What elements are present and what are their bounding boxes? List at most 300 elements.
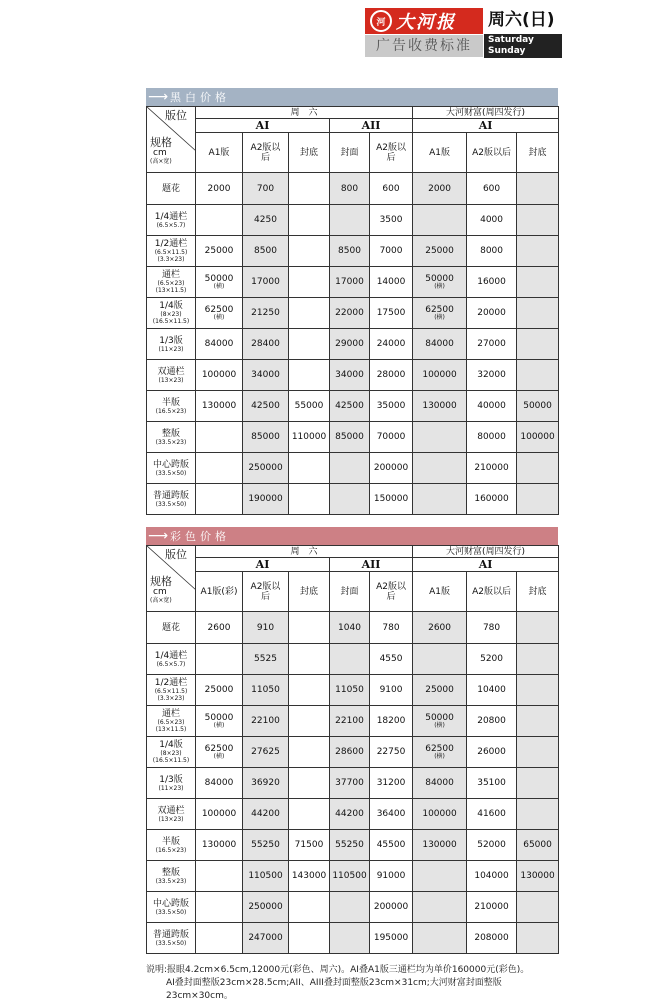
price-value: 29000	[335, 339, 364, 349]
price-value: 20800	[477, 716, 506, 726]
price-cell	[243, 768, 289, 799]
price-cell	[413, 612, 467, 644]
bw-price-section	[146, 88, 558, 515]
price-value: 41600	[477, 809, 506, 819]
row-label	[147, 830, 196, 861]
orientation-note: (横)	[213, 722, 225, 729]
price-value: 34000	[251, 370, 280, 380]
row-label	[147, 612, 196, 644]
price-cell	[289, 205, 330, 236]
price-cell	[289, 267, 330, 298]
price-cell	[467, 391, 517, 422]
price-value: 36400	[376, 809, 406, 819]
price-cell	[413, 706, 467, 737]
price-cell	[289, 861, 330, 892]
price-cell	[196, 706, 243, 737]
table-row	[147, 768, 559, 799]
price-value: 250000	[248, 463, 283, 473]
table-row	[147, 360, 559, 391]
row-label	[147, 799, 196, 830]
price-cell	[517, 799, 559, 830]
price-cell	[413, 360, 467, 391]
price-value: 2000	[207, 183, 231, 194]
price-cell	[243, 236, 289, 267]
price-value: 50000	[425, 713, 454, 723]
price-value: 250000	[248, 902, 283, 912]
day-label: 周六(日)	[484, 8, 566, 34]
column-header: 封底	[289, 133, 330, 173]
row-label	[147, 892, 196, 923]
price-cell	[517, 298, 559, 329]
row-label	[147, 205, 196, 236]
price-value: 27625	[251, 747, 280, 757]
price-cell	[517, 923, 559, 954]
price-cell	[370, 644, 413, 675]
price-value: 143000	[291, 871, 327, 881]
hw-label: (高×宽)	[150, 158, 172, 165]
price-cell	[467, 484, 517, 515]
row-name: 中心跨版	[152, 898, 189, 909]
price-value: 17000	[251, 277, 280, 287]
group-a1: AI	[196, 119, 330, 133]
price-cell	[467, 453, 517, 484]
price-cell	[243, 484, 289, 515]
price-cell	[243, 360, 289, 391]
arrow-icon: ⟶	[148, 528, 169, 544]
price-value: 5200	[480, 654, 503, 664]
column-header: 封底	[289, 572, 330, 612]
price-value: 20000	[477, 308, 506, 318]
column-header: A2版以后	[243, 572, 289, 612]
row-spec: (11×23)	[158, 784, 184, 792]
price-cell	[330, 612, 370, 644]
version-label: 版位	[165, 109, 187, 122]
column-header: A2版以后	[467, 133, 517, 173]
price-cell	[467, 737, 517, 768]
price-value: 55250	[335, 840, 364, 850]
price-cell	[330, 391, 370, 422]
price-cell	[467, 329, 517, 360]
row-name: 双通栏	[157, 366, 185, 377]
row-name: 整版	[161, 867, 180, 878]
row-label	[147, 267, 196, 298]
price-cell	[467, 644, 517, 675]
row-name: 题花	[161, 622, 180, 633]
price-value: 4250	[254, 215, 277, 225]
price-value: 25000	[425, 685, 454, 695]
row-spec: (8×23)	[160, 311, 182, 318]
price-cell	[413, 799, 467, 830]
orientation-note: (横)	[213, 283, 225, 290]
bw-section-bar	[146, 88, 558, 106]
price-cell	[330, 329, 370, 360]
table-row	[147, 861, 559, 892]
price-cell	[370, 391, 413, 422]
price-cell	[370, 768, 413, 799]
price-cell	[467, 205, 517, 236]
column-header: 封底	[517, 133, 559, 173]
row-label	[147, 298, 196, 329]
group-a1: AI	[196, 558, 330, 572]
table-row	[147, 173, 559, 205]
price-cell	[243, 737, 289, 768]
color-price-section	[146, 527, 558, 954]
color-section-bar	[146, 527, 558, 545]
price-value: 80000	[477, 432, 506, 442]
price-cell	[370, 737, 413, 768]
row-spec: (13×11.5)	[155, 726, 187, 733]
price-cell	[413, 173, 467, 205]
price-value: 130000	[201, 401, 237, 411]
price-value: 52000	[477, 840, 506, 850]
price-cell	[330, 205, 370, 236]
table-row	[147, 612, 559, 644]
column-header-row	[147, 133, 559, 173]
price-cell	[243, 453, 289, 484]
price-value: 8500	[338, 246, 361, 256]
price-cell	[467, 861, 517, 892]
price-cell	[243, 173, 289, 205]
price-cell	[196, 391, 243, 422]
footnote-line-1: 说明:报眼4.2cm×6.5cm,12000元(彩色、周六)。AI叠A1版三通栏均为单价160000元(彩色)。	[146, 965, 530, 975]
group-a3: AI	[413, 119, 559, 133]
row-name: 普通跨版	[152, 929, 189, 940]
footnote-line-2: AI叠封面整版23cm×28.5cm;AII、AIII叠封面整版23cm×31cm;大河财富封面整版23cm×30cm。	[166, 978, 502, 1001]
table-row	[147, 453, 559, 484]
orientation-note: (横)	[434, 722, 445, 729]
price-value: 28000	[376, 370, 406, 380]
row-spec: (3.3×23)	[157, 695, 185, 702]
price-cell	[289, 173, 330, 205]
price-cell	[413, 737, 467, 768]
table-row	[147, 675, 559, 706]
price-cell	[467, 360, 517, 391]
price-cell	[196, 329, 243, 360]
row-spec: (6.5×5.7)	[156, 660, 186, 668]
price-value: 44200	[251, 809, 280, 819]
price-value: 160000	[474, 494, 509, 504]
price-value: 910	[256, 622, 275, 633]
column-header: 封底	[517, 572, 559, 612]
row-spec: (6.5×11.5)	[154, 249, 188, 256]
newspaper-logo	[365, 8, 483, 34]
price-cell	[330, 173, 370, 205]
spec-label: 规格	[150, 136, 172, 149]
price-cell	[467, 768, 517, 799]
price-cell	[289, 830, 330, 861]
column-header: A1版	[413, 572, 467, 612]
price-value: 21250	[251, 308, 280, 318]
corner-cell	[147, 546, 196, 612]
table-row	[147, 830, 559, 861]
column-header: A1版(彩)	[196, 572, 243, 612]
price-cell	[467, 422, 517, 453]
price-cell	[243, 644, 289, 675]
price-cell	[330, 892, 370, 923]
price-cell	[517, 892, 559, 923]
price-value: 50000	[204, 274, 234, 284]
price-cell	[243, 267, 289, 298]
arrow-icon: ⟶	[148, 89, 169, 105]
subgroup-header-row	[147, 558, 559, 572]
price-value: 110000	[291, 432, 327, 442]
price-cell	[330, 298, 370, 329]
price-value: 84000	[204, 778, 234, 788]
column-header: A2版以后	[467, 572, 517, 612]
price-value: 45500	[376, 840, 406, 850]
row-label	[147, 861, 196, 892]
price-cell	[243, 422, 289, 453]
price-cell	[330, 706, 370, 737]
table-row	[147, 737, 559, 768]
price-cell	[517, 675, 559, 706]
row-spec: (33.5×23)	[155, 877, 187, 885]
column-header: A2版以后	[370, 133, 413, 173]
price-cell	[413, 484, 467, 515]
price-value: 100000	[422, 809, 457, 819]
price-cell	[517, 360, 559, 391]
row-spec: (6.5×23)	[157, 719, 185, 726]
row-name: 中心跨版	[152, 459, 189, 470]
price-cell	[517, 737, 559, 768]
price-cell	[517, 768, 559, 799]
price-cell	[289, 298, 330, 329]
price-cell	[330, 768, 370, 799]
color-price-table	[146, 545, 559, 954]
price-value: 65000	[523, 840, 552, 850]
price-cell	[330, 923, 370, 954]
row-spec: (16.5×23)	[155, 846, 187, 854]
price-cell	[413, 861, 467, 892]
price-value: 22000	[335, 308, 364, 318]
price-cell	[243, 205, 289, 236]
price-cell	[517, 861, 559, 892]
price-value: 32000	[477, 370, 506, 380]
price-cell	[243, 706, 289, 737]
price-cell	[196, 298, 243, 329]
price-value: 70000	[376, 432, 406, 442]
group-a2: AII	[330, 119, 413, 133]
price-cell	[370, 173, 413, 205]
price-cell	[517, 453, 559, 484]
price-cell	[467, 706, 517, 737]
price-value: 17500	[376, 308, 406, 318]
price-value: 35100	[477, 778, 506, 788]
price-cell	[413, 391, 467, 422]
price-cell	[370, 205, 413, 236]
price-value: 7000	[379, 246, 403, 256]
row-label	[147, 768, 196, 799]
price-cell	[370, 612, 413, 644]
price-value: 71500	[294, 840, 324, 850]
price-cell	[330, 360, 370, 391]
price-cell	[467, 236, 517, 267]
price-value: 200000	[373, 902, 409, 912]
orientation-note: (横)	[213, 314, 225, 321]
row-name: 通栏	[161, 709, 180, 719]
price-cell	[413, 298, 467, 329]
price-value: 42500	[335, 401, 364, 411]
price-cell	[196, 484, 243, 515]
price-cell	[517, 205, 559, 236]
column-header: 封面	[330, 572, 370, 612]
price-value: 18200	[376, 716, 406, 726]
row-spec: (3.3×23)	[157, 256, 185, 263]
price-value: 22100	[251, 716, 280, 726]
price-cell	[370, 267, 413, 298]
row-name: 1/2通栏	[154, 239, 188, 249]
price-cell	[196, 644, 243, 675]
column-header: A1版	[196, 133, 243, 173]
price-value: 100000	[422, 370, 457, 380]
price-value: 44200	[335, 809, 364, 819]
price-cell	[467, 923, 517, 954]
price-cell	[413, 644, 467, 675]
price-cell	[330, 267, 370, 298]
price-value: 16000	[477, 277, 506, 287]
group-a2: AII	[330, 558, 413, 572]
corner-cell	[147, 107, 196, 173]
row-name: 半版	[161, 397, 180, 408]
price-value: 27000	[477, 339, 506, 349]
price-value: 22750	[376, 747, 406, 757]
bw-price-table	[146, 106, 559, 515]
table-row	[147, 484, 559, 515]
price-value: 84000	[425, 778, 454, 788]
price-cell	[289, 737, 330, 768]
unit-label: cm	[153, 587, 167, 597]
price-value: 17000	[335, 277, 364, 287]
column-header: A1版	[413, 133, 467, 173]
row-label	[147, 236, 196, 267]
price-cell	[517, 644, 559, 675]
price-value: 28600	[335, 747, 364, 757]
price-cell	[196, 799, 243, 830]
price-value: 62500	[425, 305, 454, 315]
price-value: 37700	[335, 778, 364, 788]
price-value: 84000	[204, 339, 234, 349]
row-label	[147, 484, 196, 515]
price-value: 210000	[474, 463, 509, 473]
table-row	[147, 298, 559, 329]
group-header-row	[147, 107, 559, 119]
table-row	[147, 892, 559, 923]
row-label	[147, 453, 196, 484]
price-cell	[196, 422, 243, 453]
price-cell	[330, 799, 370, 830]
price-value: 208000	[474, 933, 509, 943]
price-value: 130000	[520, 871, 555, 881]
row-name: 1/3版	[159, 774, 183, 785]
price-value: 10400	[477, 685, 506, 695]
unit-label: cm	[153, 148, 167, 158]
price-cell	[330, 737, 370, 768]
table-row	[147, 205, 559, 236]
logo-emblem: 河	[370, 10, 392, 32]
table-row	[147, 267, 559, 298]
price-value: 3500	[379, 215, 403, 225]
price-cell	[517, 484, 559, 515]
row-label	[147, 329, 196, 360]
newspaper-header	[365, 8, 563, 58]
price-cell	[413, 205, 467, 236]
group-fortune: 大河财富(周四发行)	[413, 107, 559, 119]
row-label	[147, 706, 196, 737]
price-cell	[196, 768, 243, 799]
row-spec: (6.5×23)	[157, 280, 185, 287]
row-label	[147, 923, 196, 954]
row-name: 1/4通栏	[154, 650, 188, 661]
group-header-row	[147, 546, 559, 558]
price-cell	[330, 675, 370, 706]
price-value: 150000	[373, 494, 409, 504]
row-name: 整版	[161, 428, 180, 439]
group-a3: AI	[413, 558, 559, 572]
price-cell	[289, 453, 330, 484]
price-value: 210000	[474, 902, 509, 912]
price-value: 40000	[477, 401, 506, 411]
price-value: 2600	[428, 622, 451, 633]
table-row	[147, 923, 559, 954]
table-row	[147, 644, 559, 675]
price-cell	[370, 236, 413, 267]
column-header-row	[147, 572, 559, 612]
price-cell	[517, 329, 559, 360]
price-value: 50000	[523, 401, 552, 411]
price-cell	[517, 173, 559, 205]
price-cell	[517, 391, 559, 422]
group-week: 周 六	[196, 107, 413, 119]
price-value: 8500	[254, 246, 277, 256]
hw-label: (高×宽)	[150, 597, 172, 604]
price-cell	[289, 923, 330, 954]
price-value: 2600	[207, 622, 231, 633]
spec-label: 规格	[150, 575, 172, 588]
price-cell	[467, 830, 517, 861]
row-spec: (8×23)	[160, 750, 182, 757]
price-value: 130000	[422, 840, 457, 850]
price-cell	[196, 675, 243, 706]
price-cell	[467, 267, 517, 298]
price-cell	[413, 329, 467, 360]
price-cell	[413, 830, 467, 861]
price-value: 1040	[338, 622, 361, 633]
column-header: A2版以后	[370, 572, 413, 612]
price-cell	[413, 236, 467, 267]
price-value: 62500	[204, 744, 234, 754]
price-value: 130000	[422, 401, 457, 411]
price-cell	[413, 267, 467, 298]
price-cell	[370, 298, 413, 329]
row-spec: (13×23)	[158, 815, 184, 823]
price-cell	[517, 830, 559, 861]
price-value: 55000	[294, 401, 324, 411]
price-value: 42500	[251, 401, 280, 411]
price-value: 28400	[251, 339, 280, 349]
row-name: 半版	[161, 836, 180, 847]
column-header: 封面	[330, 133, 370, 173]
price-cell	[467, 298, 517, 329]
price-cell	[243, 298, 289, 329]
price-value: 85000	[251, 432, 280, 442]
price-cell	[196, 923, 243, 954]
price-value: 780	[482, 622, 501, 633]
row-spec: (16.5×11.5)	[152, 757, 190, 764]
price-value: 100000	[520, 432, 555, 442]
price-cell	[196, 453, 243, 484]
row-name: 题花	[161, 183, 180, 194]
row-spec: (33.5×50)	[155, 908, 187, 916]
